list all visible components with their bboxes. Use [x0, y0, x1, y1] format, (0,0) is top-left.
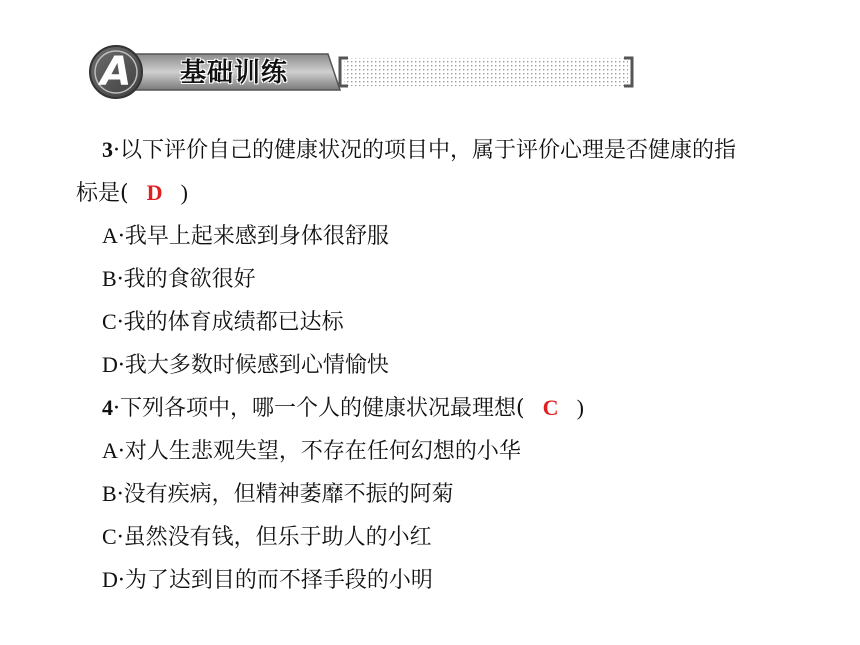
- option-text: ·我的体育成绩都已达标: [116, 310, 344, 335]
- option-item: [76, 472, 826, 515]
- question-stem: ·以下评价自己的健康状况的项目中，属于评价心理是否健康的指: [113, 138, 736, 163]
- option-item: [76, 515, 826, 558]
- option-text: ·我的食欲很好: [116, 267, 256, 292]
- option-letter: C: [102, 309, 117, 334]
- option-letter: D: [102, 352, 118, 377]
- option-text: ·虽然没有钱，但乐于助人的小红: [116, 525, 432, 550]
- option-letter: C: [102, 524, 117, 549]
- banner-graphic: [78, 44, 638, 100]
- option-text: ·对人生悲观失望，不存在任何幻想的小华: [117, 439, 521, 464]
- option-item: [76, 214, 826, 257]
- option-item: [76, 429, 826, 472]
- banner-letter: A: [100, 49, 132, 95]
- answer-mark: C: [542, 395, 559, 420]
- banner-title: 基础训练: [180, 58, 289, 88]
- question-4-stem: [76, 386, 826, 429]
- question-stem-cont: 标是(: [76, 181, 129, 206]
- answer-mark: D: [146, 180, 163, 205]
- option-text: ·我大多数时候感到心情愉快: [117, 353, 389, 378]
- close-paren: ): [180, 180, 188, 205]
- option-letter: B: [102, 266, 117, 291]
- question-list: [76, 128, 826, 601]
- option-item: [76, 300, 826, 343]
- question-number: 3: [102, 137, 113, 162]
- option-letter: D: [102, 567, 118, 592]
- option-text: ·没有疾病，但精神萎靡不振的阿菊: [116, 482, 454, 507]
- option-item: [76, 343, 826, 386]
- option-item: [76, 257, 826, 300]
- option-item: [76, 558, 826, 601]
- question-3-stem-line1: [76, 128, 826, 171]
- option-letter: A: [102, 223, 118, 248]
- section-banner: [78, 44, 638, 100]
- option-letter: A: [102, 438, 118, 463]
- question-3-stem-line2: [76, 171, 826, 214]
- close-paren: ): [576, 395, 584, 420]
- question-stem: ·下列各项中，哪一个人的健康状况最理想(: [113, 396, 525, 421]
- option-text: ·我早上起来感到身体很舒服: [117, 224, 389, 249]
- option-text: ·为了达到目的而不择手段的小明: [117, 568, 433, 593]
- question-number: 4: [102, 395, 113, 420]
- option-letter: B: [102, 481, 117, 506]
